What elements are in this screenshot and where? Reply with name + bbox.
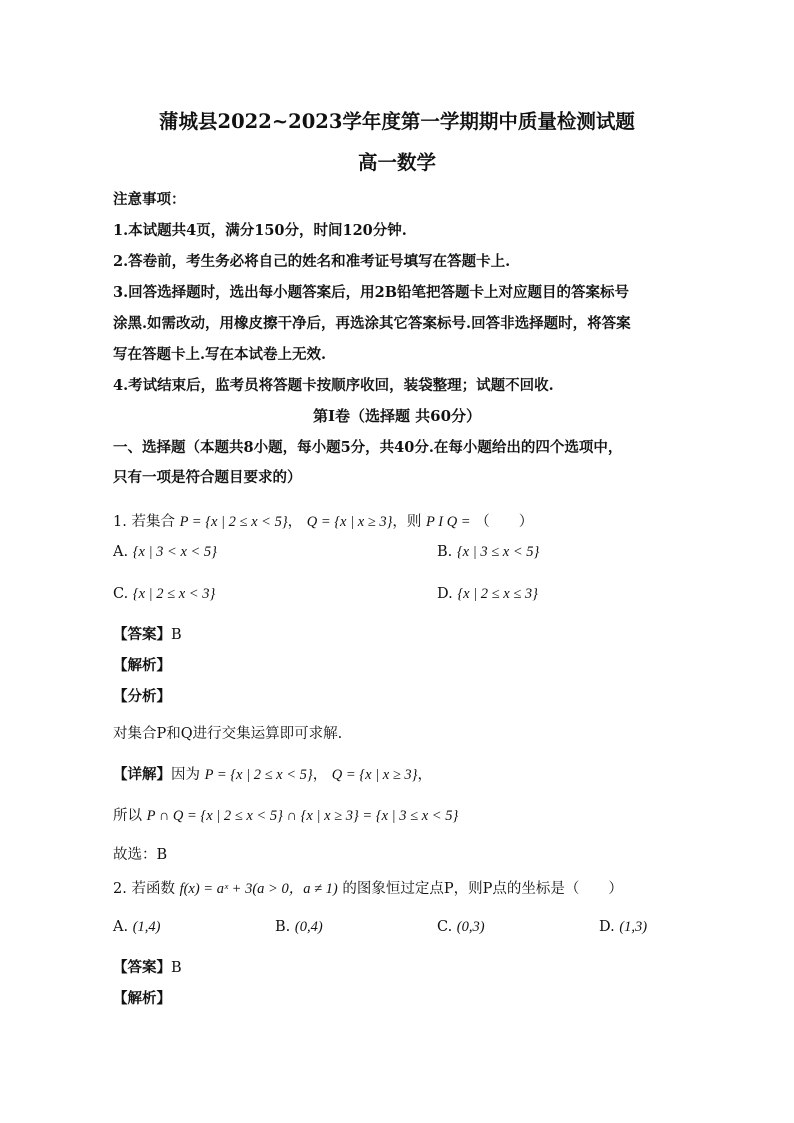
q1-option-c (113, 586, 215, 603)
q1-answer (113, 623, 182, 644)
q2-option-a (113, 919, 161, 936)
detail-set-q: Q = {x | x ≥ 3} (331, 767, 418, 783)
notice-heading: 注意事项： (113, 191, 186, 208)
q1-option-b (437, 544, 539, 561)
q2-option-d (599, 919, 647, 936)
option-value: (0,4) (294, 919, 323, 935)
detail-tag: 【详解】 (113, 766, 171, 783)
detail-end: ， (417, 767, 432, 783)
option-label: C. (437, 919, 453, 935)
part-heading-line2: 只有一项是符合题目要求的） (113, 469, 302, 486)
option-value: {x | 2 ≤ x < 3} (132, 586, 216, 602)
so-expr: P ∩ Q = {x | 2 ≤ x < 5} ∩ {x | x ≥ 3} = {x | 3 ≤ x < 5} (146, 808, 459, 824)
q1-stem-a: 1. 若集合 (113, 514, 175, 530)
q1-fenxi-tag: 【分析】 (113, 688, 171, 705)
q1-option-d (437, 586, 538, 603)
notice-item-3: 3.回答选择题时，选出每小题答案后，用2B铅笔把答题卡上对应题目的答案标号 (113, 284, 629, 301)
option-label: D. (437, 586, 453, 602)
question-2-stem (113, 877, 623, 898)
option-label: A. (113, 544, 129, 560)
notice-item-3-cont: 涂黑.如需改动，用橡皮擦干净后，再选涂其它答案标号.回答非选择题时，将答案 (113, 315, 631, 332)
q1-set-p: P = {x | 2 ≤ x < 5} (179, 514, 288, 530)
part-heading-line1: 一、选择题（本题共8小题，每小题5分，共40分.在每小题给出的四个选项中， (113, 439, 623, 456)
option-label: B. (437, 544, 453, 560)
q2-stem-a: 2. 若函数 (113, 881, 175, 897)
option-value: (0,3) (456, 919, 485, 935)
answer-value: B (171, 627, 182, 643)
so-text: 所以 (113, 808, 142, 824)
notice-item-1: 1.本试题共4页，满分150分，时间120分钟. (113, 222, 407, 239)
q1-option-a (113, 544, 217, 561)
q1-expr: P I Q = (426, 514, 471, 530)
q2-func: f(x) = aˣ + 3(a > 0，a ≠ 1) (179, 881, 338, 897)
option-value: (1,3) (619, 919, 648, 935)
section-heading: 第Ⅰ卷（选择题 共60分） (312, 407, 482, 425)
q2-option-b (275, 919, 323, 936)
q2-option-c (437, 919, 485, 936)
detail-sep: ， (312, 767, 328, 783)
q1-analysis-tag: 【解析】 (113, 657, 171, 674)
answer-tag: 【答案】 (113, 959, 171, 976)
q1-stem-b: ，则 (392, 514, 422, 530)
option-value: {x | 2 ≤ x ≤ 3} (457, 586, 538, 602)
option-label: A. (113, 919, 129, 935)
option-value: (1,4) (132, 919, 161, 935)
option-value: {x | 3 < x < 5} (132, 544, 217, 560)
answer-value: B (171, 960, 182, 976)
q1-so (113, 804, 458, 825)
answer-tag: 【答案】 (113, 626, 171, 643)
notice-item-4: 4.考试结束后，监考员将答题卡按顺序收回，装袋整理；试题不回收. (113, 377, 554, 394)
q1-set-q: Q = {x | x ≥ 3} (306, 514, 393, 530)
detail-text-a: 因为 (171, 767, 200, 783)
option-label: D. (599, 919, 615, 935)
q2-stem-b: 的图象恒过定点P，则P点的坐标是（ ） (342, 881, 623, 897)
option-value: {x | 3 ≤ x < 5} (456, 544, 540, 560)
q1-fenxi-text: 对集合P和Q进行交集运算即可求解. (113, 726, 343, 742)
q1-sep: ， (287, 514, 303, 530)
q1-blank: （ ） (475, 514, 534, 530)
detail-set-p: P = {x | 2 ≤ x < 5} (204, 767, 313, 783)
option-label: B. (275, 919, 291, 935)
exam-subtitle: 高一数学 (357, 151, 436, 174)
question-1-stem (113, 510, 533, 531)
notice-item-2: 2.答卷前，考生务必将自己的姓名和准考证号填写在答题卡上. (113, 253, 511, 270)
option-label: C. (113, 586, 129, 602)
exam-title: 蒲城县2022~2023学年度第一学期期中质量检测试题 (159, 110, 635, 133)
notice-item-3-cont2: 写在答题卡上.写在本试卷上无效. (113, 346, 327, 363)
q1-detail (113, 763, 432, 784)
q2-answer (113, 956, 182, 977)
q2-analysis-tag: 【解析】 (113, 990, 171, 1007)
q1-choose: 故选：B (113, 847, 168, 863)
